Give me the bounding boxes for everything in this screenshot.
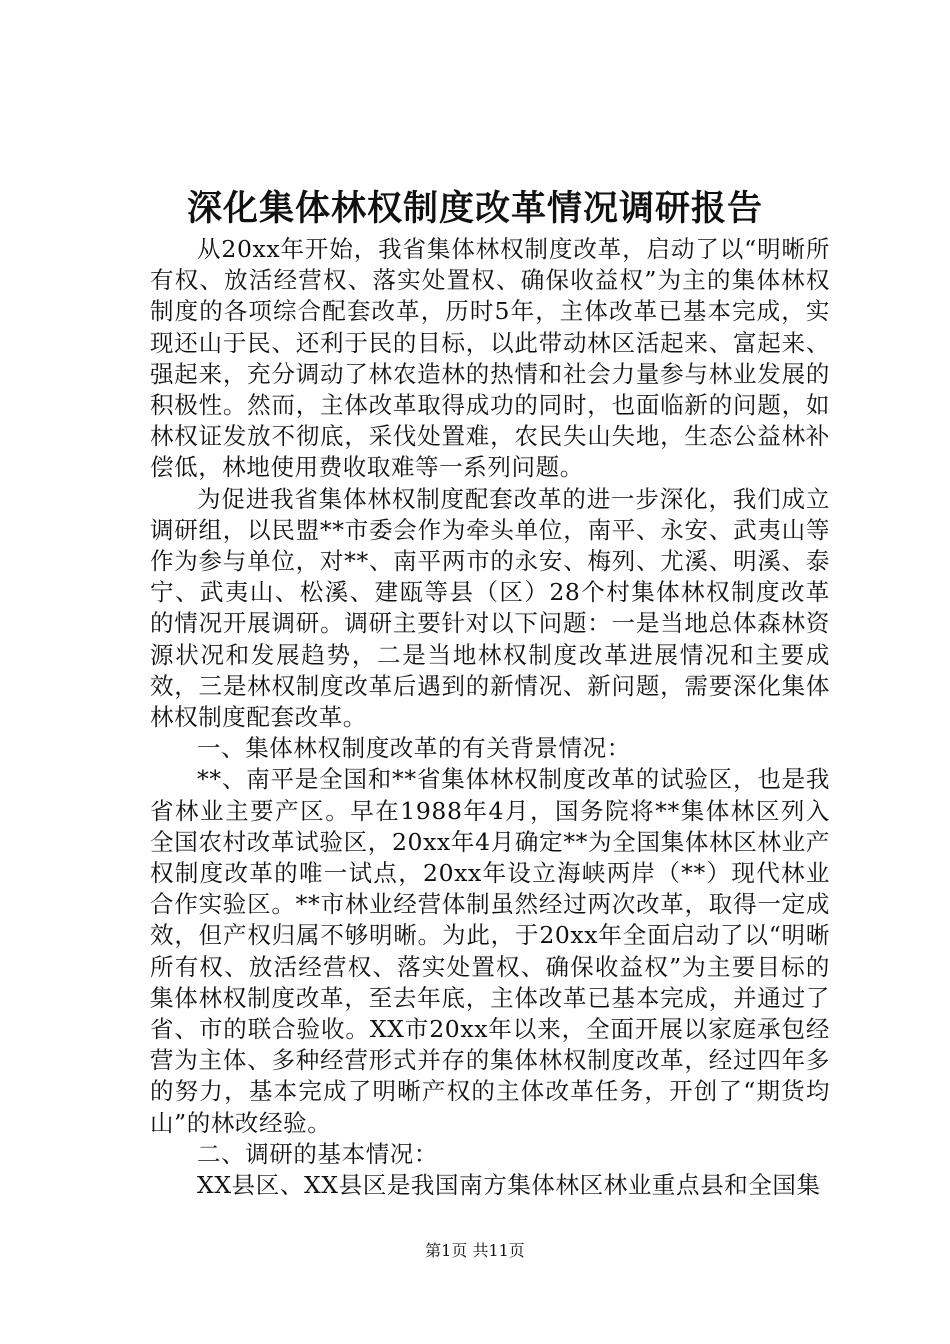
paragraph-survey-purpose: 为促进我省集体林权制度配套改革的进一步深化，我们成立调研组，以民盟**市委会作为牵头单位，南平、永安、武夷山等作为参与单位，对**、南平两市的永安、梅列、尤溪、明溪、泰宁、武夷山、松溪、建瓯等县（区）28个村集体林权制度改革的情况开展调研。调研主要针对以下问题：一是当地总体森林资源状况和发展趋势，二是当地林权制度改革进展情况和主要成效，三是林权制度改革后遇到的新情况、新问题，需要深化集体林权制度配套改革。 — [150, 484, 830, 732]
document-body — [150, 234, 830, 1201]
page-footer: 第1页 共11页 — [425, 1241, 525, 1260]
section-heading-background: 一、集体林权制度改革的有关背景情况： — [197, 734, 631, 763]
document-title: 深化集体林权制度改革情况调研报告 — [186, 189, 763, 229]
paragraph-survey-basics: XX县区、XX县区是我国南方集体林区林业重点县和全国集 — [197, 1171, 821, 1200]
paragraph-background: **、南平是全国和**省集体林权制度改革的试验区，也是我省林业主要产区。早在1988年4月，国务院将**集体林区列入全国农村改革试验区，20xx年4月确定**为全国集体林区林业产权制度改革的唯一试点，20xx年设立海峡两岸（**）现代林业合作实验区。**市林业经营体制虽然经过两次改革，取得一定成效，但产权归属不够明晰。为此，于20xx年全面启动了以“明晰所有权、放活经营权、落实处置权、确保收益权”为主要目标的集体林权制度改革，至去年底，主体改革已基本完成，并通过了省、市的联合验收。XX市20xx年以来，全面开展以家庭承包经营为主体、多种经营形式并存的集体林权制度改革，经过四年多的努力，基本完成了明晰产权的主体改革任务，开创了“期货均山”的林改经验。 — [150, 765, 830, 1137]
section-heading-survey-basics: 二、调研的基本情况： — [197, 1139, 438, 1168]
paragraph-intro: 从20xx年开始，我省集体林权制度改革，启动了以“明晰所有权、放活经营权、落实处置权、确保收益权”为主的集体林权制度的各项综合配套改革，历时5年，主体改革已基本完成，实现还山于民、还利于民的目标，以此带动林区活起来、富起来、强起来，充分调动了林农造林的热情和社会力量参与林业发展的积极性。然而，主体改革取得成功的同时，也面临新的问题，如林权证发放不彻底，采伐处置难，农民失山失地，生态公益林补偿低，林地使用费收取难等一系列问题。 — [150, 235, 830, 482]
